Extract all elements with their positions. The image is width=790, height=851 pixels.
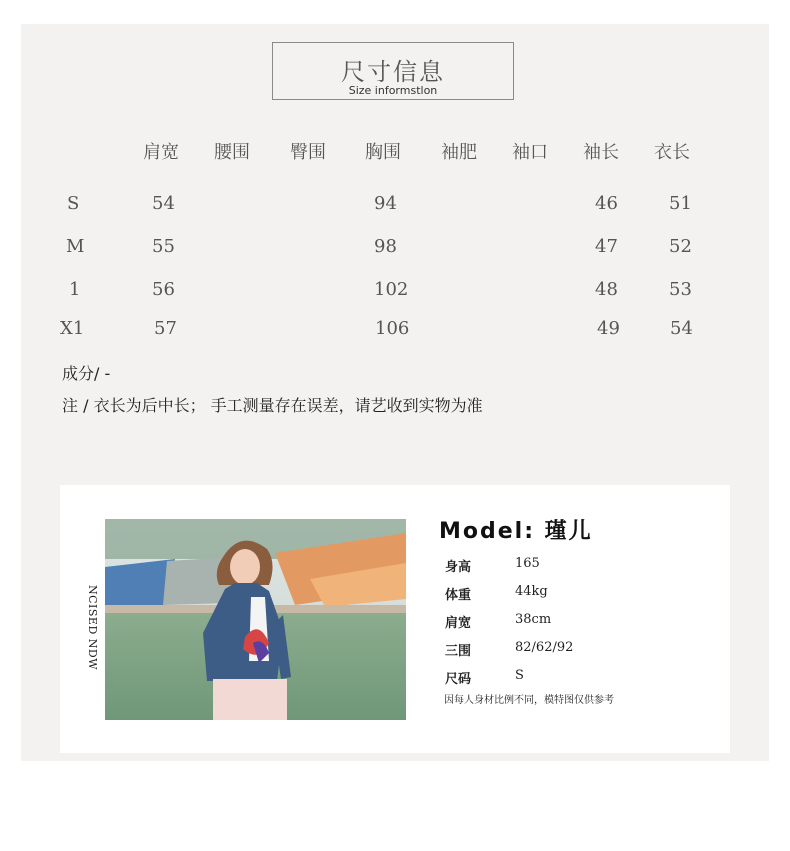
row-size-label: M (66, 236, 85, 257)
cell-bust: 106 (375, 318, 410, 339)
cell-bust: 102 (374, 279, 409, 300)
cell-shoulder: 54 (152, 193, 175, 214)
cell-shoulder: 56 (152, 279, 175, 300)
cell-length: 53 (669, 279, 692, 300)
model-measurements-value: 82/62/92 (515, 640, 574, 655)
cell-sleeve-length: 48 (595, 279, 618, 300)
model-size-label: 尺码 (445, 672, 472, 687)
page-title: 尺寸信息 (341, 58, 445, 86)
col-header-sleeve-width: 袖肥 (441, 142, 477, 163)
measurement-note: 注 / 衣长为后中长； 手工测量存在误差，请艺收到实物为准 (62, 396, 483, 415)
composition-note: 成分/ - (62, 364, 111, 383)
model-height-value: 165 (515, 556, 540, 571)
cell-shoulder: 55 (152, 236, 175, 257)
cell-length: 51 (669, 193, 692, 214)
cell-length: 54 (670, 318, 693, 339)
size-info-title-box (272, 42, 514, 100)
cell-bust: 98 (374, 236, 397, 257)
row-size-label: S (67, 193, 80, 214)
row-size-label: X1 (60, 318, 85, 339)
model-photo (105, 519, 406, 720)
model-shoulder-label: 肩宽 (445, 616, 472, 631)
cell-length: 52 (669, 236, 692, 257)
model-name-title: Model: 瑾儿 (439, 519, 593, 544)
col-header-waist: 腰围 (214, 142, 250, 163)
model-shoulder-value: 38cm (515, 612, 552, 627)
model-weight-value: 44kg (515, 584, 548, 599)
page-subtitle: Size informstlon (348, 84, 438, 97)
cell-shoulder: 57 (154, 318, 177, 339)
col-header-cuff: 袖口 (512, 142, 548, 163)
col-header-bust: 胸围 (365, 142, 401, 163)
col-header-sleeve-length: 袖长 (583, 142, 619, 163)
model-weight-label: 体重 (445, 588, 472, 603)
col-header-shoulder: 肩宽 (143, 142, 179, 163)
model-height-label: 身高 (445, 560, 472, 575)
model-measurements-label: 三围 (445, 644, 472, 659)
cell-sleeve-length: 47 (595, 236, 618, 257)
col-header-hip: 臀围 (290, 142, 326, 163)
cell-sleeve-length: 46 (595, 193, 618, 214)
cell-sleeve-length: 49 (597, 318, 620, 339)
row-size-label: 1 (69, 279, 81, 300)
col-header-length: 衣长 (654, 142, 690, 163)
model-reference-note: 因每人身材比例不同，模特图仅供参考 (444, 695, 614, 706)
model-size-value: S (515, 668, 524, 683)
cell-bust: 94 (374, 193, 397, 214)
brand-vertical-text: NCISED NDW (86, 585, 99, 671)
